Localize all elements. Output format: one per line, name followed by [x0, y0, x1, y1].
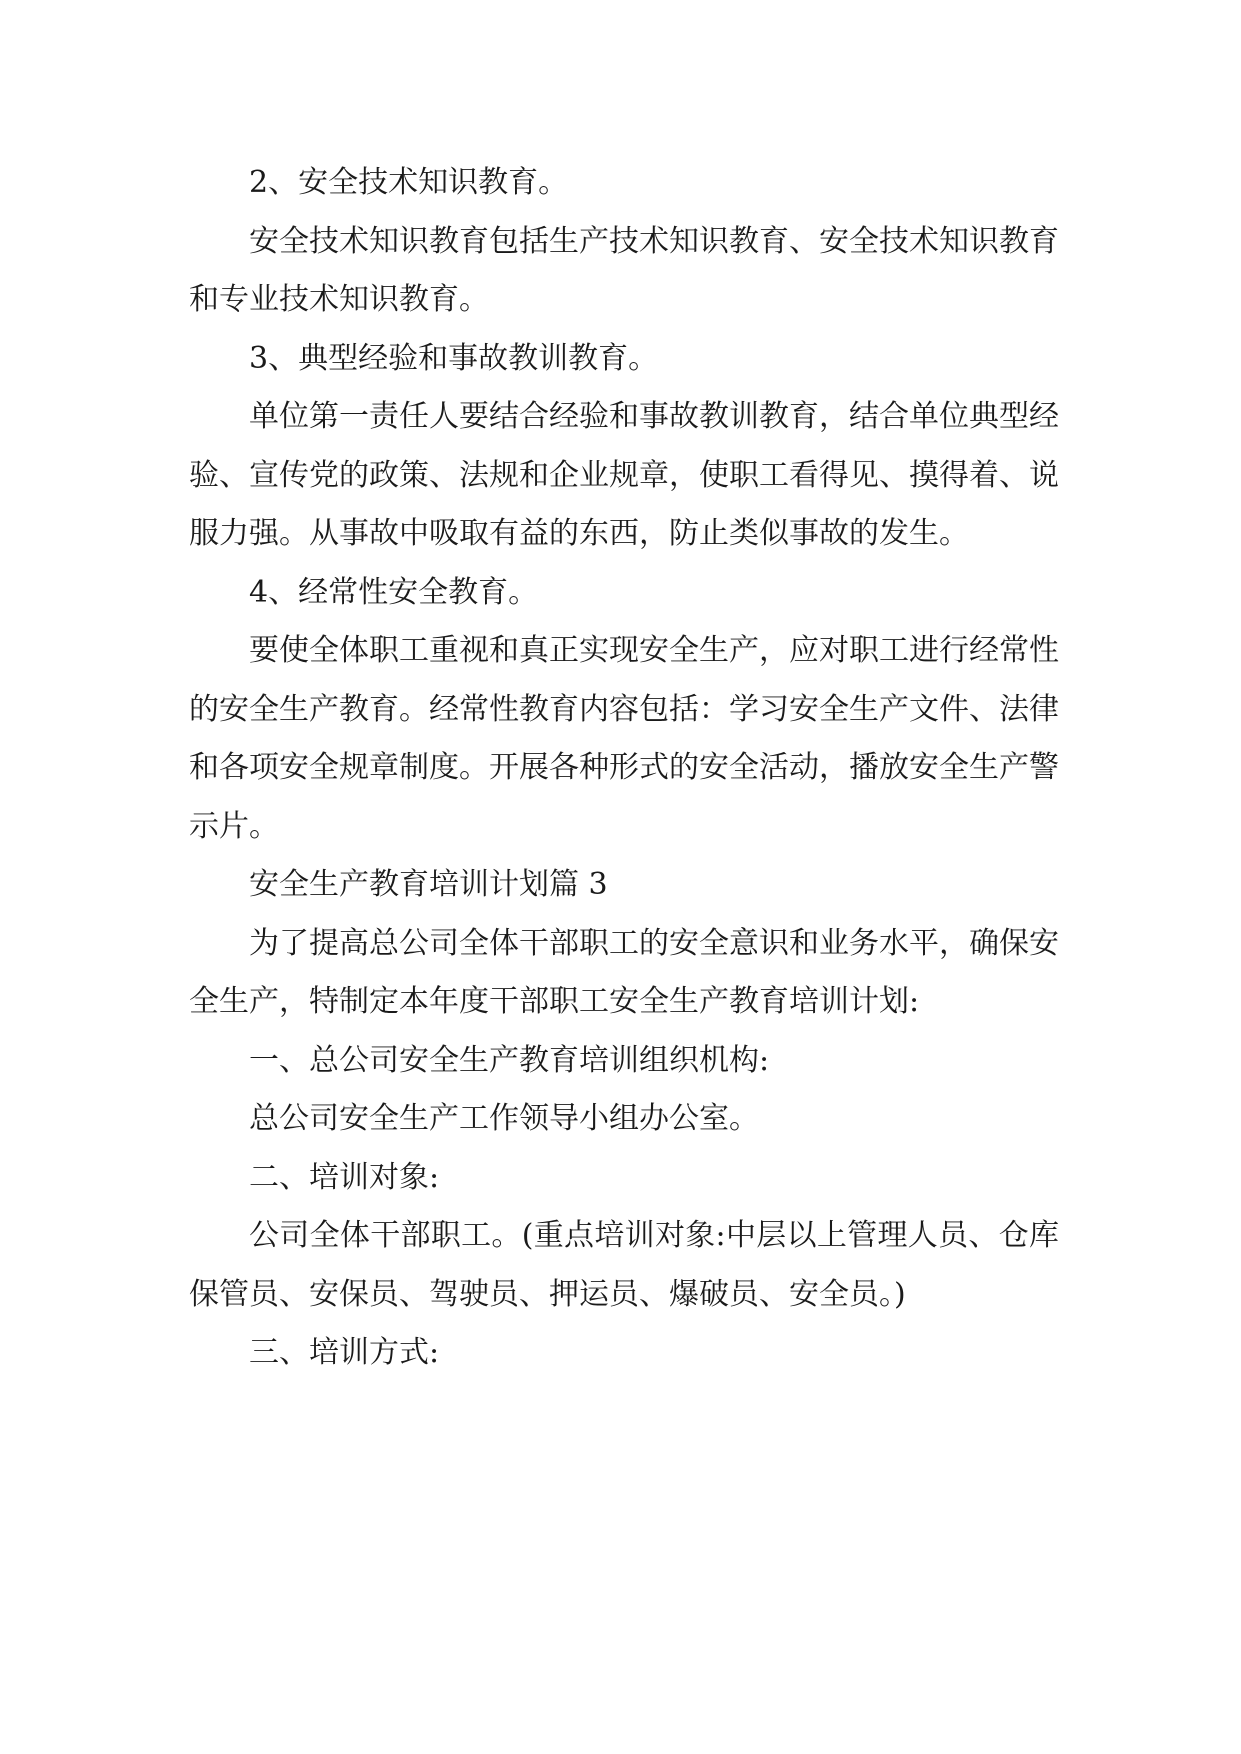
document-body: [189, 154, 1059, 1383]
paragraph-experience-content: 单位第一责任人要结合经验和事故教训教育，结合单位典型经验、宣传党的政策、法规和企业规章，使职工看得见、摸得着、说服力强。从事故中吸取有益的东西，防止类似事故的发生。: [189, 399, 1059, 551]
paragraph-safety-tech-content: 安全技术知识教育包括生产技术知识教育、安全技术知识教育和专业技术知识教育。: [189, 223, 1059, 317]
paragraph-target-content: 公司全体干部职工。(重点培训对象:中层以上管理人员、仓库保管员、安保员、驾驶员、押运员、爆破员、安全员。): [189, 1218, 1059, 1312]
paragraph-regular-education-content: 要使全体职工重视和真正实现安全生产，应对职工进行经常性的安全生产教育。经常性教育内容包括：学习安全生产文件、法律和各项安全规章制度。开展各种形式的安全活动，播放安全生产警示片。: [189, 633, 1059, 844]
paragraph-heading-safety-tech: 2、安全技术知识教育。: [249, 165, 569, 200]
paragraph-heading-method: 三、培训方式:: [249, 1335, 440, 1370]
paragraph-intro: 为了提高总公司全体干部职工的安全意识和业务水平，确保安全生产，特制定本年度干部职工安全生产教育培训计划:: [189, 925, 1059, 1019]
paragraph-section-title: 安全生产教育培训计划篇 3: [249, 867, 608, 902]
paragraph-heading-target: 二、培训对象:: [249, 1159, 440, 1195]
paragraph-organization-content: 总公司安全生产工作领导小组办公室。: [249, 1101, 759, 1136]
paragraph-heading-regular-education: 4、经常性安全教育。: [249, 574, 539, 610]
paragraph-heading-organization: 一、总公司安全生产教育培训组织机构:: [249, 1042, 770, 1078]
paragraph-heading-experience: 3、典型经验和事故教训教育。: [249, 340, 659, 376]
